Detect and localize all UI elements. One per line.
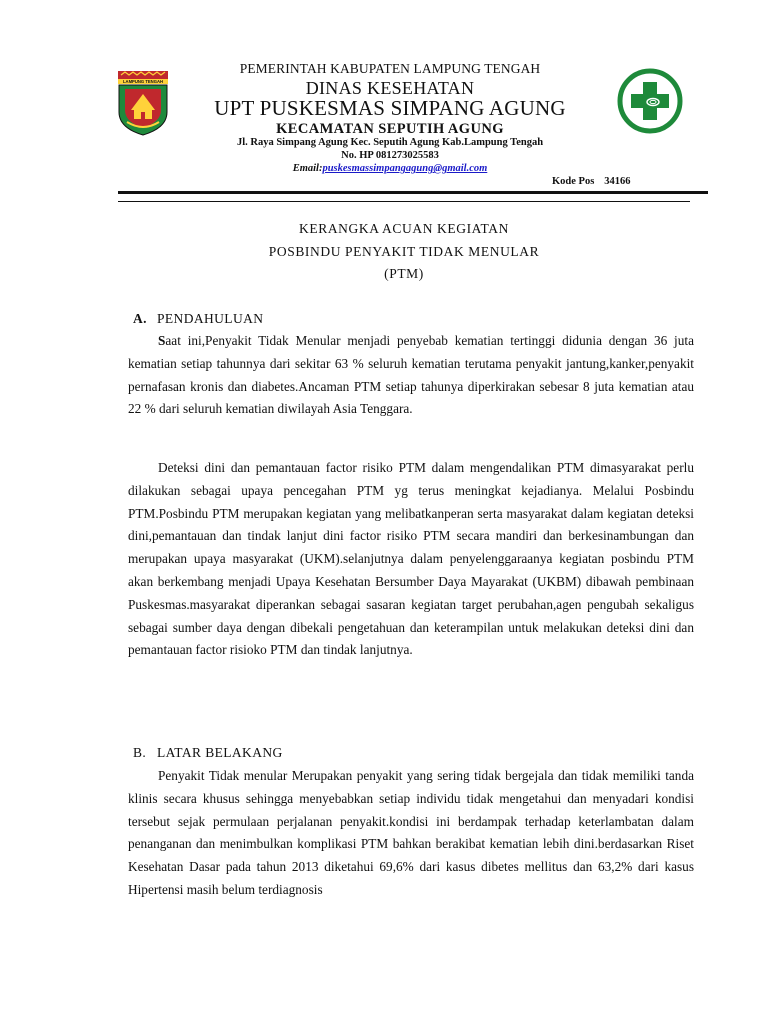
- paragraph-text: aat ini,Penyakit Tidak Menular menjadi penyebab kematian tertinggi didunia dengan 36 juta kematian setiap tahunnya dari sekitar 63 % seluruh kematian terutama penyakit jantung,kanker,penyakit pernafasan kronis dan diabetes.Ancaman PTM setiap tahunya diperkirakan sebesar 8 juta kematian atau 22 % dari seluruh kematian diwilayah Asia Tenggara.: [128, 333, 694, 417]
- puskesmas-cross-logo-icon: [617, 68, 683, 134]
- email-link[interactable]: puskesmassimpangagung@gmail.com: [322, 163, 488, 174]
- lampung-tengah-emblem-icon: [117, 70, 169, 136]
- emblem-label: LAMPUNG TENGAH: [122, 79, 164, 84]
- section-label: A.: [133, 311, 147, 326]
- email-label: Email:: [292, 163, 323, 174]
- section-heading-b: [133, 745, 283, 761]
- section-label: B.: [133, 745, 147, 760]
- paragraph-first-letter: S: [158, 333, 166, 348]
- header-government: PEMERINTAH KABUPATEN LAMPUNG TENGAH: [239, 61, 541, 76]
- postcode-value: 34166: [604, 176, 631, 187]
- header-district: KECAMATAN SEPUTIH AGUNG: [276, 121, 504, 137]
- paragraph-b1: Penyakit Tidak menular Merupakan penyakit yang sering tidak bergejala dan tidak memiliki tanda klinis secara khusus sehingga menyebabkan setiap individu tidak mengetahui dan menyadari kondisi tersebut sejak permulaan perjalanan penyakit.kondisi ini berdampak terhadap keterlambatan dalam penanganan dan menimbulkan komplikasi PTM bahkan berakibat kematian lebih dini.berdasarkan Riset Kesehatan Dasar pada tahun 2013 diketahui 69,6% dari kasus dibetes mellitus dan 63,2% dari kasus Hipertensi masih belum terdiagnosis: [128, 768, 694, 897]
- paragraph-a1: [128, 330, 694, 421]
- header-divider-thin: [118, 201, 690, 202]
- doc-title-line2: POSBINDU PENYAKIT TIDAK MENULAR: [268, 244, 540, 259]
- header-address: Jl. Raya Simpang Agung Kec. Seputih Agung Kab.Lampung Tengah: [236, 137, 544, 148]
- section-title: LATAR BELAKANG: [157, 745, 283, 760]
- header-phone: No. HP 081273025583: [341, 150, 439, 161]
- paragraph-a2: Deteksi dini dan pemantauan factor risiko PTM dalam mengendalikan PTM dimasyarakat perlu dilakukan sebagai upaya pencegahan PTM yg terus meningkat kejadianya. Melalui Posbindu PTM.Posbindu PTM merupakan kegiatan yang melibatkanperan serta masyarakat dalam kegiatan deteksi dini,pemantauan dan tindak lanjut dini factor risiko PTM secara mandiri dan berkesinambungan dan merupakan upaya masyarakat (UKM).selanjutnya dalam penyelenggaraanya kegiatan posbindu PTM akan berkembang menjadi Upaya Kesehatan Bersumber Daya Mayarakat (UKBM) dibawah pembinaan Puskesmas.masyarakat diperankan sebagai sasaran kegiatan target perubahan,agen pengubah sekaligus sebagai sumber daya dengan dibekali pengetahuan dan keterampilan untuk melakukan deteksi dini dan pemantauan factor risioko PTM dan tindak lanjutnya.: [128, 460, 694, 658]
- section-heading-a: [133, 311, 263, 327]
- header-divider-thick: [118, 191, 708, 194]
- doc-title-line3: (PTM): [384, 266, 424, 281]
- postcode-label: Kode Pos: [552, 176, 595, 187]
- section-title: PENDAHULUAN: [157, 311, 264, 326]
- header-email-line: [180, 163, 600, 174]
- header-department: DINAS KESEHATAN: [305, 78, 475, 98]
- doc-title-line1: KERANGKA ACUAN KEGIATAN: [299, 221, 509, 236]
- header-institution: UPT PUSKESMAS SIMPANG AGUNG: [214, 96, 566, 120]
- postcode-line: [552, 176, 631, 187]
